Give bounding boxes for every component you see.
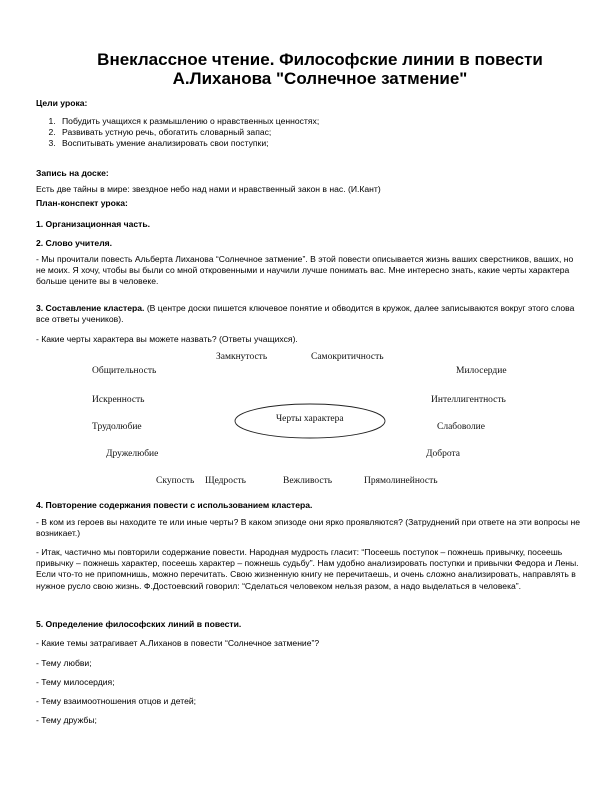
goal-item: 2. Развивать устную речь, обогатить словарный запас; <box>58 127 319 138</box>
cluster-word-obshchitelnost: Общительность <box>92 366 157 376</box>
board-heading: Запись на доске: <box>36 168 109 178</box>
goal-item: 1. Побудить учащихся к размышлению о нравственных ценностях; <box>58 116 319 127</box>
section-2-text: - Мы прочитали повесть Альберта Лиханова “Солнечное затмение”. В этой повести описывается жизнь ваших сверстников, ваших, но не моих. Я хочу, чтобы вы были со мной откровенными и научили лучше понимать вас. Мне интересно знать, какие черты характера больше цените вы в человеке. <box>36 254 574 287</box>
cluster-word-intelligentnost: Интеллигентность <box>431 395 506 405</box>
section-4-heading: 4. Повторение содержания повести с использованием кластера. <box>36 500 313 510</box>
theme-item: - Тему милосердия; <box>36 677 115 687</box>
plan-heading: План-конспект урока: <box>36 198 128 208</box>
cluster-center-word: Черты характера <box>276 414 344 424</box>
cluster-word-zamknutost: Замкнутость <box>216 352 268 362</box>
theme-item: - Тему дружбы; <box>36 715 97 725</box>
section-5-heading: 5. Определение философских линий в повести. <box>36 619 242 629</box>
section-3-text: (В центре доски пишется ключевое понятие и обводится в кружок, далее записываются вокруг этого слова все ответы учеников). <box>36 303 575 325</box>
title-line-1: Внеклассное чтение. Философские линии в повести <box>97 50 543 69</box>
theme-item: - Тему любви; <box>36 658 92 668</box>
cluster-word-pryamolineynost: Прямолинейность <box>364 476 438 486</box>
section-5-question: - Какие темы затрагивает А.Лиханов в повести “Солнечное затмение”? <box>36 638 320 648</box>
goal-item: 3. Воспитывать умение анализировать свои поступки; <box>58 138 319 149</box>
section-1-heading: 1. Организационная часть. <box>36 219 151 229</box>
board-quote: Есть две тайны в мире: звездное небо над нами и нравственный закон в нас. (И.Кант) <box>36 184 381 194</box>
section-2-heading: 2. Слово учителя. <box>36 238 113 248</box>
cluster-word-skupost: Скупость <box>156 476 195 486</box>
cluster-word-vezhlivost: Вежливость <box>283 476 333 486</box>
section-4-paragraph-2: - Итак, частично мы повторили содержание повести. Народная мудрость гласит: “Посеешь поступок – пожнешь привычку, посеешь привычку – пожнешь характер, посеешь характер – пожнешь судьбу”. Нам удобно анализировать поступки и привычки Федора и Лены. Если что-то не припомнишь, можно перечитать. Свою жизненную книгу не перечитаешь, и очень сложно анализировать, направлять в нужное русло свою жизнь. Ф.Достоевский говорил: “Сделаться человеком нельзя разом, а надо выделаться в человека”. <box>36 547 579 591</box>
title-line-2: А.Лиханова "Солнечное затмение" <box>172 69 468 88</box>
cluster-word-slabovolie: Слабоволие <box>437 422 485 432</box>
cluster-word-samokritichnost: Самокритичность <box>311 352 384 362</box>
section-3-question: - Какие черты характера вы можете назвать? (Ответы учащихся). <box>36 334 298 344</box>
theme-item: - Тему взаимоотношения отцов и детей; <box>36 696 197 706</box>
cluster-word-trudolyubie: Трудолюбие <box>92 422 142 432</box>
section-3-heading: 3. Составление кластера. <box>36 303 145 313</box>
cluster-word-druzholyubie: Дружелюбие <box>106 449 159 459</box>
cluster-word-iskrennost: Искренность <box>92 395 145 405</box>
cluster-word-dobrota: Доброта <box>426 449 460 459</box>
cluster-word-miloserdie: Милосердие <box>456 366 507 376</box>
goals-heading: Цели урока: <box>36 98 88 108</box>
cluster-word-shchedrost: Щедрость <box>205 476 246 486</box>
section-4-paragraph-1: - В ком из героев вы находите те или иные черты? В каком эпизоде они ярко проявляются? (Затруднений при ответе на эти вопросы не возникает.) <box>36 517 581 539</box>
